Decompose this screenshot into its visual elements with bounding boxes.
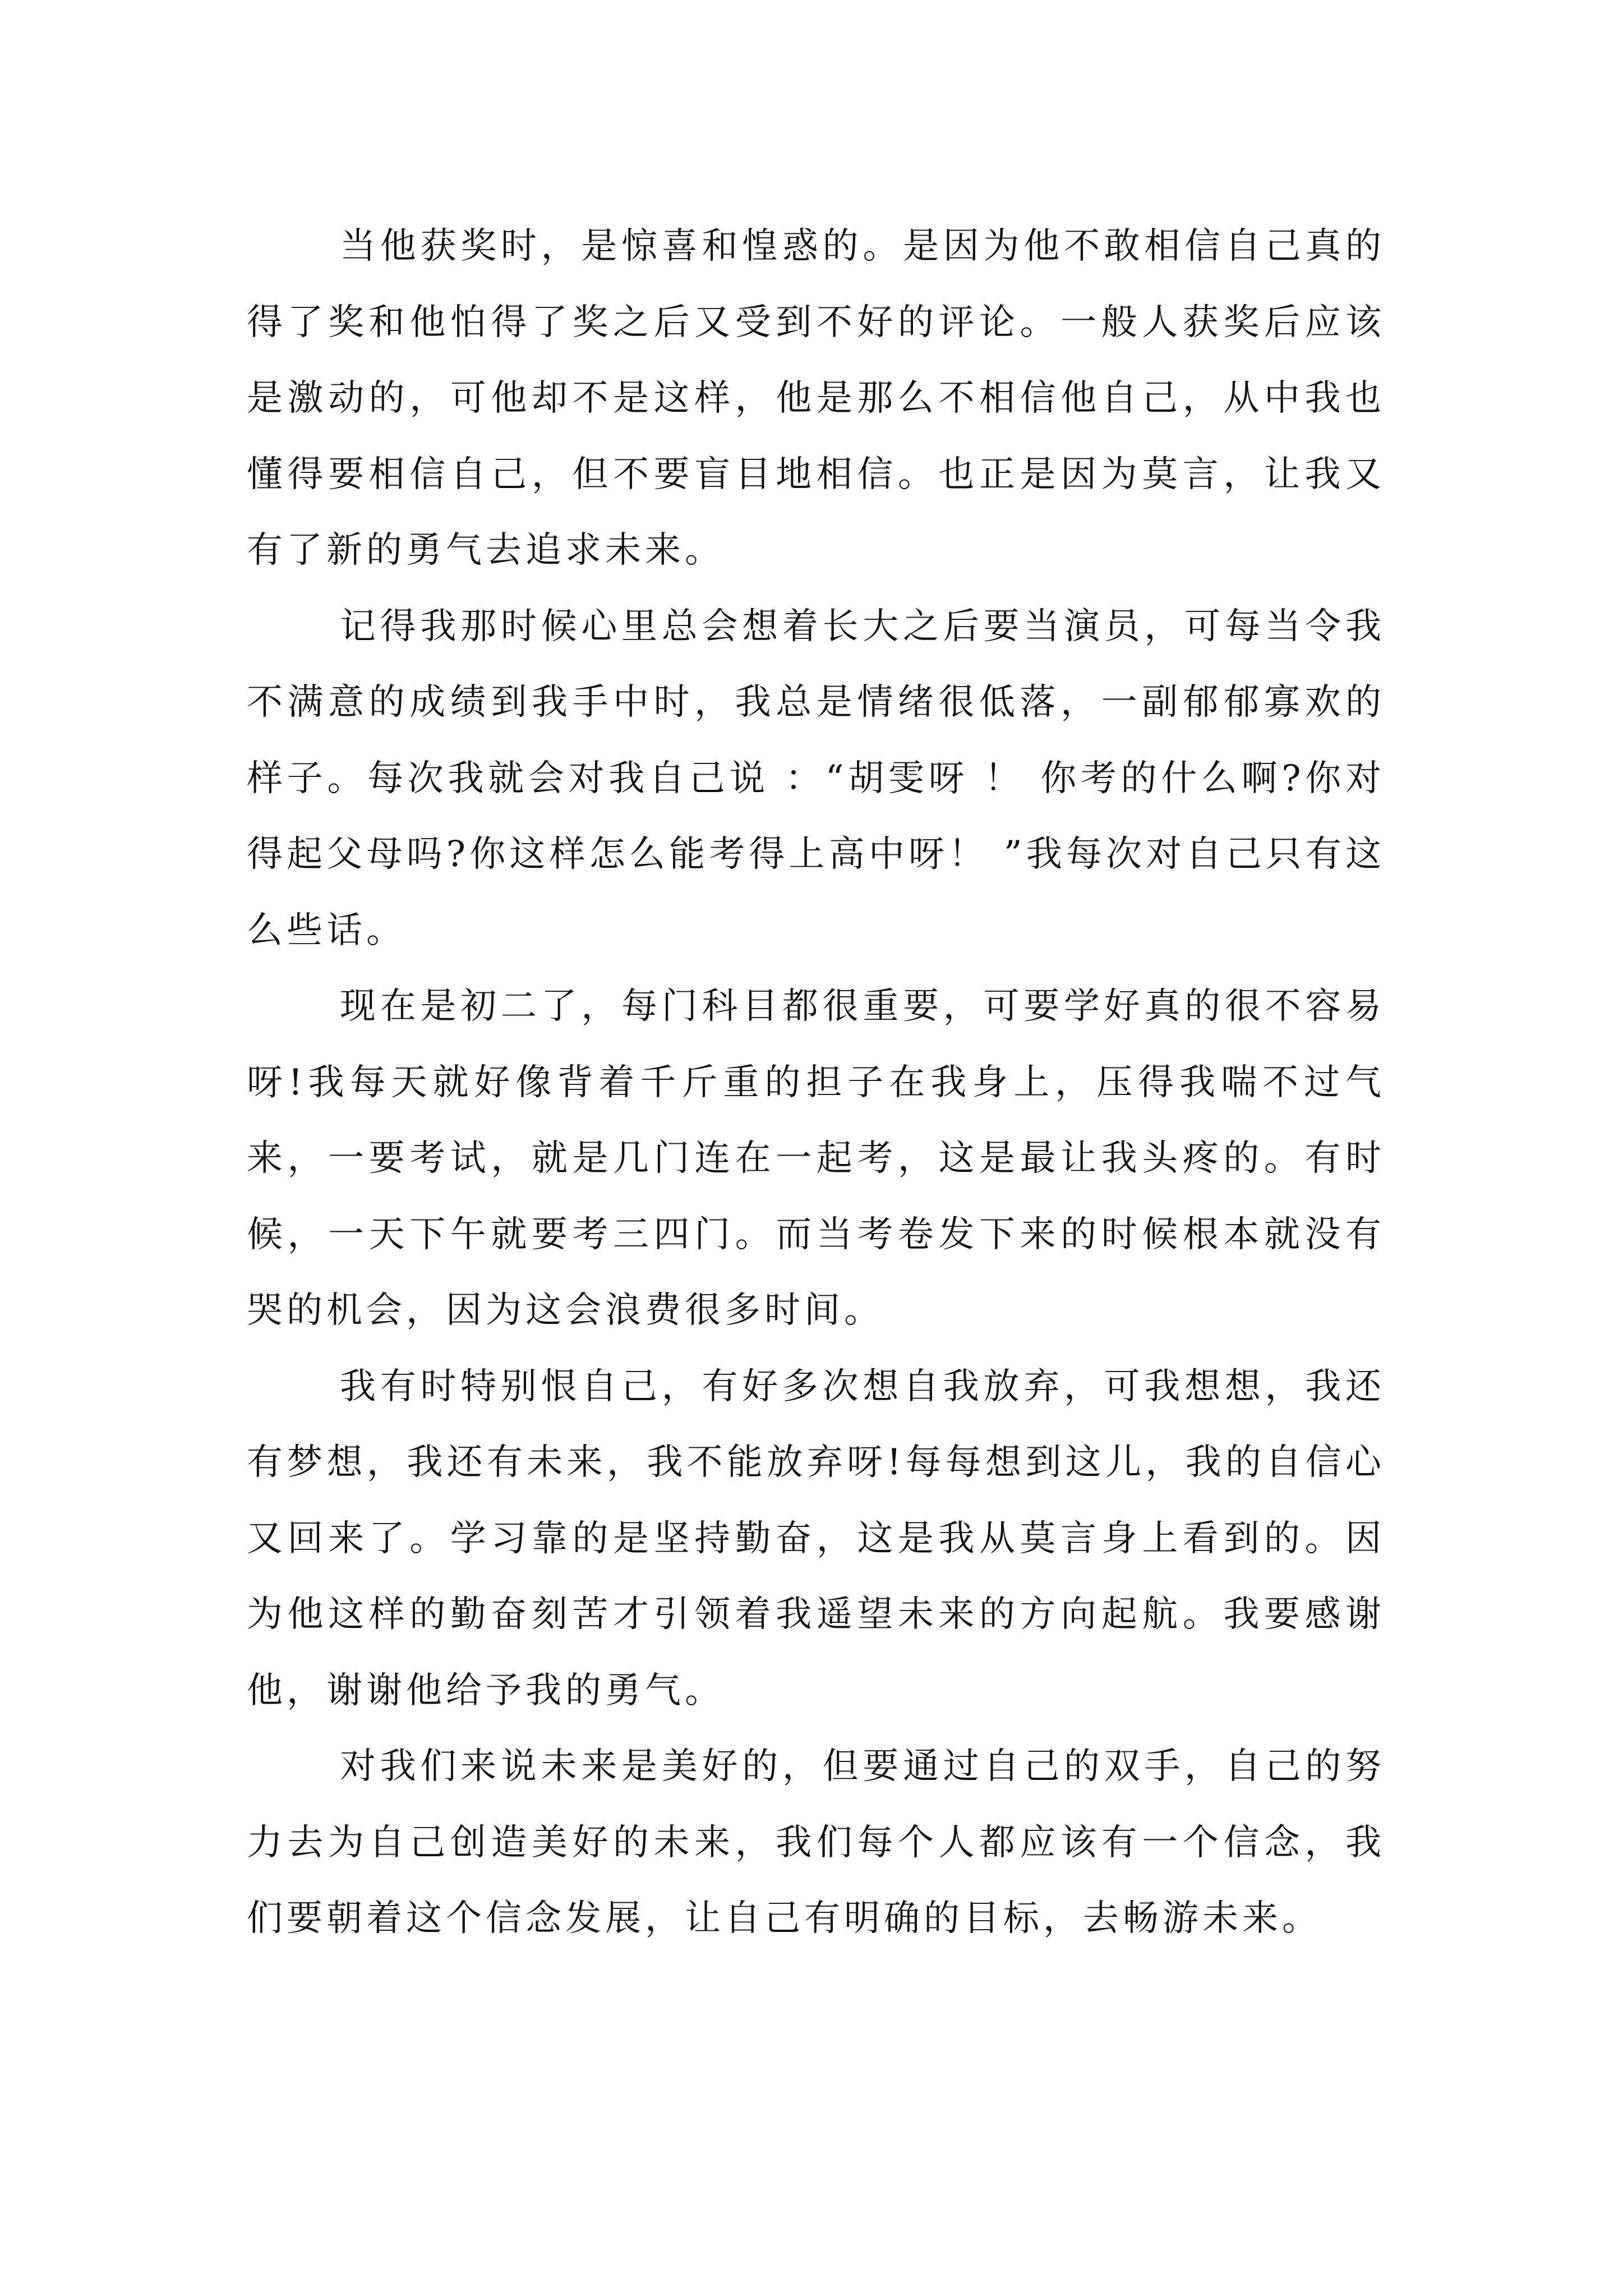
paragraph-4: 我有时特别恨自己，有好多次想自我放弃，可我想想，我还有梦想，我还有未来，我不能放弃呀!每每想到这儿，我的自信心又回来了。学习靠的是坚持勤奋，这是我从莫言身上看到的。因为他这样的勤奋刻苦才引领着我遥望未来的方向起航。我要感谢他，谢谢他给予我的勇气。: [247, 1365, 1385, 1711]
paragraph-3: 现在是初二了，每门科目都很重要，可要学好真的很不容易呀!我每天就好像背着千斤重的担子在我身上，压得我喘不过气来，一要考试，就是几门连在一起考，这是最让我头疼的。有时候，一天下午就要考三四门。而当考卷发下来的时候根本就没有哭的机会，因为这会浪费很多时间。: [247, 986, 1385, 1331]
paragraph-1: 当他获奖时，是惊喜和惶惑的。是因为他不敢相信自己真的得了奖和他怕得了奖之后又受到不好的评论。一般人获奖后应该是激动的，可他却不是这样，他是那么不相信他自己，从中我也懂得要相信自己，但不要盲目地相信。也正是因为莫言，让我又有了新的勇气去追求未来。: [247, 226, 1385, 571]
paragraph-2: 记得我那时候心里总会想着长大之后要当演员，可每当令我不满意的成绩到我手中时，我总是情绪很低落，一副郁郁寡欢的样子。每次我就会对我自己说 ：“胡雯呀 ！ 你考的什么啊?你对得起父母吗?你这样怎么能考得上高中呀！ ”我每次对自己只有这么些话。: [247, 605, 1385, 951]
paragraph-5: 对我们来说未来是美好的，但要通过自己的双手，自己的努力去为自己创造美好的未来，我们每个人都应该有一个信念，我们要朝着这个信念发展，让自己有明确的目标，去畅游未来。: [247, 1746, 1385, 1939]
document-body: [247, 209, 1385, 1957]
